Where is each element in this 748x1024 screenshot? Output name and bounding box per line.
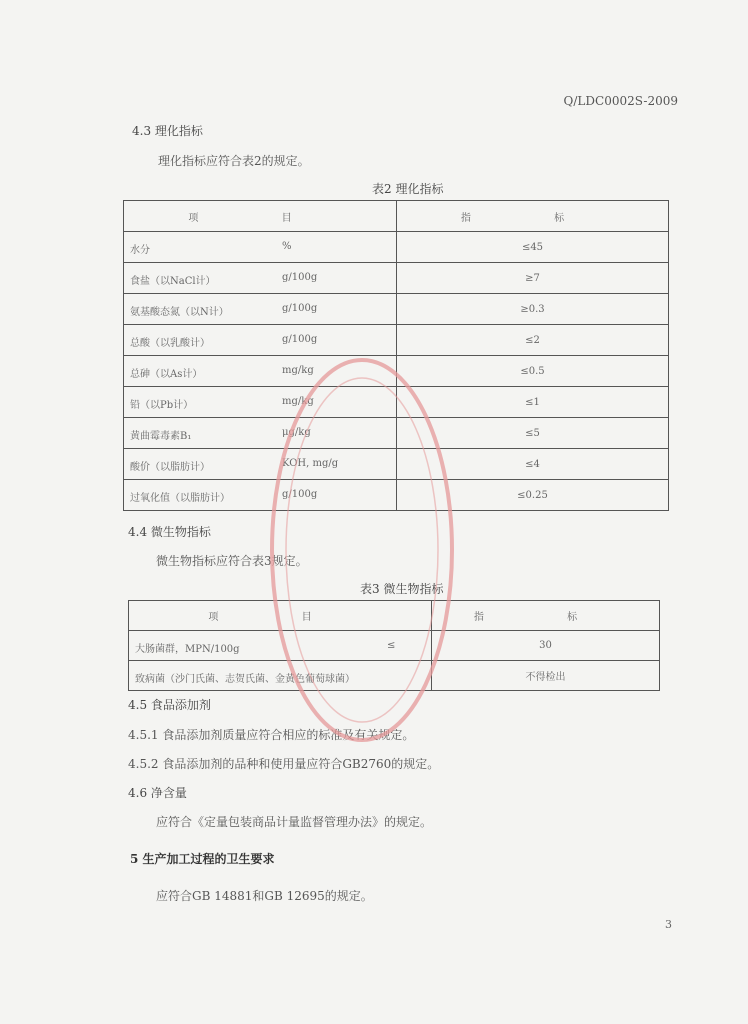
row-value: ≤1: [397, 387, 669, 418]
section-4-3-heading: 4.3 理化指标: [132, 124, 203, 138]
row-name: 大肠菌群，MPN/100g: [135, 644, 240, 655]
section-4-5-heading: 4.5 食品添加剂: [128, 698, 211, 712]
section-4-5-2: 4.5.2 食品添加剂的品种和使用量应符合GB2760的规定。: [128, 757, 440, 771]
row-value: ≤5: [397, 418, 669, 449]
section-5-text: 应符合GB 14881和GB 12695的规定。: [156, 889, 373, 903]
row-unit: g/100g: [282, 303, 318, 314]
row-name: 总酸（以乳酸计）: [130, 338, 210, 349]
page-number: 3: [665, 918, 672, 931]
row-unit: g/100g: [282, 272, 318, 283]
section-4-6-text: 应符合《定量包装商品计量监督管理办法》的规定。: [156, 815, 433, 829]
row-value: ≤0.5: [397, 356, 669, 387]
document-code: Q/LDC0002S-2009: [563, 94, 678, 108]
seal-outer-ring: [272, 360, 452, 740]
row-value: ≥0.3: [397, 294, 669, 325]
row-name: 黄曲霉毒素B₁: [130, 431, 192, 442]
section-4-4-heading: 4.4 微生物指标: [128, 525, 211, 539]
row-name: 水分: [130, 245, 150, 256]
section-4-4-text: 微生物指标应符合表3规定。: [156, 554, 308, 568]
col-index-header: 指 标: [432, 601, 660, 631]
row-value: ≤2: [397, 325, 669, 356]
col-index-header: 指 标: [397, 201, 669, 232]
table-row: [124, 232, 669, 263]
row-value: 30: [432, 631, 660, 661]
row-value: ≤4: [397, 449, 669, 480]
row-name: 食盐（以NaCl计）: [130, 276, 216, 287]
section-4-5-1: 4.5.1 食品添加剂质量应符合相应的标准及有关规定。: [128, 728, 415, 742]
row-value: ≥7: [397, 263, 669, 294]
row-value: 不得检出: [432, 661, 660, 691]
seal-inner-ring: [286, 378, 438, 722]
section-4-3-text: 理化指标应符合表2的规定。: [158, 154, 310, 168]
row-name: 致病菌（沙门氏菌、志贺氏菌、金黄色葡萄球菌）: [135, 674, 355, 685]
row-unit: KOH, mg/g: [282, 458, 339, 469]
row-unit: g/100g: [282, 489, 318, 500]
row-unit: mg/kg: [282, 365, 314, 376]
table-row: [124, 294, 669, 325]
row-unit: ≤: [387, 640, 396, 651]
row-value: ≤45: [397, 232, 669, 263]
section-5-heading: 5 生产加工过程的卫生要求: [130, 852, 275, 866]
row-unit: g/100g: [282, 334, 318, 345]
row-unit: mg/kg: [282, 396, 314, 407]
official-seal-stamp: [262, 350, 462, 750]
row-value: ≤0.25: [397, 480, 669, 511]
table2-caption: 表2 理化指标: [372, 182, 444, 196]
row-unit: μg/kg: [282, 427, 311, 438]
row-name: 铅（以Pb计）: [130, 400, 194, 411]
row-name: 氨基酸态氮（以N计）: [130, 307, 229, 318]
col-item-header: 项 目: [124, 201, 397, 232]
table-header-row: [124, 201, 669, 232]
row-name: 总砷（以As计）: [130, 369, 203, 380]
col-item-header: 项 目: [129, 601, 432, 631]
row-name: 酸价（以脂肪计）: [130, 462, 210, 473]
row-name: 过氧化值（以脂肪计）: [130, 493, 230, 504]
section-4-6-heading: 4.6 净含量: [128, 786, 187, 800]
row-unit: %: [282, 241, 292, 252]
table3-caption: 表3 微生物指标: [360, 582, 444, 596]
table-row: [124, 263, 669, 294]
